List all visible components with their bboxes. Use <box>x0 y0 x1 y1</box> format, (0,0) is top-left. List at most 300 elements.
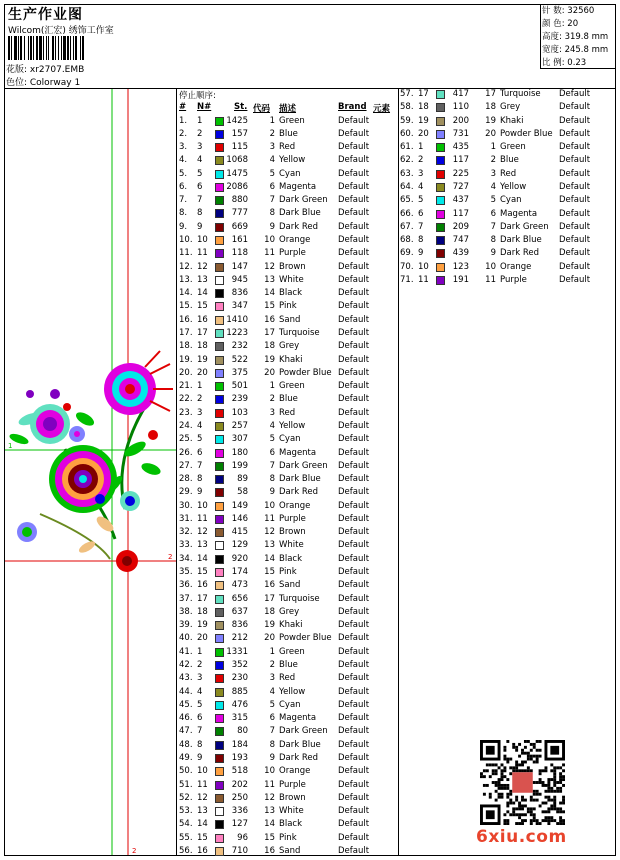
row-brand: Default <box>559 102 591 113</box>
table-row <box>179 580 394 593</box>
row-stitches: 1410 <box>226 314 248 325</box>
row-code: 10 <box>264 766 275 777</box>
header-brand: Brand <box>338 102 367 112</box>
row-brand: Default <box>338 646 370 657</box>
row-description: Orange <box>279 766 311 777</box>
table-row <box>179 288 394 301</box>
row-needle: 4 <box>197 420 203 431</box>
row-index: 52. <box>179 792 193 803</box>
row-index: 42. <box>179 659 193 670</box>
row-description: Pink <box>279 567 297 578</box>
row-description: Black <box>279 819 302 830</box>
row-needle: 10 <box>197 500 208 511</box>
row-index: 66. <box>400 208 414 219</box>
row-code: 7 <box>269 726 275 737</box>
row-description: Orange <box>500 261 532 272</box>
table-row <box>179 780 394 793</box>
row-stitches: 501 <box>231 381 248 392</box>
row-code: 17 <box>264 593 275 604</box>
row-description: Cyan <box>500 195 522 206</box>
row-code: 4 <box>269 420 275 431</box>
row-code: 3 <box>490 168 496 179</box>
row-needle: 16 <box>197 580 208 591</box>
row-code: 1 <box>269 646 275 657</box>
row-brand: Default <box>338 181 370 192</box>
row-needle: 16 <box>197 845 208 856</box>
row-stitches: 1068 <box>226 155 248 166</box>
table-row <box>179 819 394 832</box>
row-index: 33. <box>179 540 193 551</box>
row-index: 41. <box>179 646 193 657</box>
table-row <box>179 182 394 195</box>
header-stitches: St. <box>234 102 248 112</box>
header-description: 描述 <box>279 104 297 114</box>
row-description: White <box>279 274 304 285</box>
row-index: 26. <box>179 447 193 458</box>
row-description: Orange <box>279 235 311 246</box>
row-brand: Default <box>338 713 370 724</box>
row-index: 34. <box>179 553 193 564</box>
row-brand: Default <box>559 89 591 99</box>
row-code: 1 <box>269 115 275 126</box>
row-brand: Default <box>559 128 591 139</box>
row-index: 46. <box>179 713 193 724</box>
row-needle: 9 <box>418 248 424 259</box>
row-needle: 18 <box>197 606 208 617</box>
row-code: 13 <box>264 806 275 817</box>
row-stitches: 149 <box>231 500 248 511</box>
row-stitches: 146 <box>231 513 248 524</box>
row-index: 39. <box>179 620 193 631</box>
row-index: 51. <box>179 779 193 790</box>
row-brand: Default <box>338 513 370 524</box>
row-code: 8 <box>269 208 275 219</box>
row-needle: 17 <box>197 327 208 338</box>
row-index: 67. <box>400 221 414 232</box>
row-stitches: 656 <box>231 593 248 604</box>
table-row <box>179 208 394 221</box>
row-code: 1 <box>490 142 496 153</box>
row-index: 9. <box>179 221 188 232</box>
row-description: Green <box>279 115 305 126</box>
row-index: 2. <box>179 128 188 139</box>
row-description: Green <box>279 646 305 657</box>
row-stitches: 1475 <box>226 168 248 179</box>
table-row <box>179 355 394 368</box>
table-row <box>179 381 394 394</box>
table-row <box>179 328 394 341</box>
row-brand: Default <box>338 606 370 617</box>
row-description: Brown <box>279 792 306 803</box>
row-brand: Default <box>338 434 370 445</box>
row-index: 43. <box>179 673 193 684</box>
row-brand: Default <box>338 128 370 139</box>
embroidery-design-image <box>5 89 176 855</box>
table-row <box>400 248 615 261</box>
row-description: Black <box>279 288 302 299</box>
row-brand: Default <box>559 142 591 153</box>
row-brand: Default <box>338 766 370 777</box>
row-stitches: 352 <box>231 659 248 670</box>
row-code: 5 <box>490 195 496 206</box>
table-row <box>179 461 394 474</box>
row-code: 20 <box>485 128 496 139</box>
row-needle: 4 <box>197 686 203 697</box>
row-description: Dark Green <box>279 460 328 471</box>
row-description: Brown <box>279 261 306 272</box>
row-index: 31. <box>179 513 193 524</box>
row-description: Purple <box>279 513 306 524</box>
row-brand: Default <box>338 261 370 272</box>
row-index: 62. <box>400 155 414 166</box>
row-index: 3. <box>179 142 188 153</box>
row-description: Cyan <box>279 699 301 710</box>
row-brand: Default <box>338 540 370 551</box>
row-needle: 18 <box>418 102 429 113</box>
row-stitches: 58 <box>237 487 248 498</box>
row-brand: Default <box>338 500 370 511</box>
row-code: 3 <box>269 673 275 684</box>
row-brand: Default <box>338 739 370 750</box>
row-code: 17 <box>485 89 496 99</box>
row-description: Green <box>500 142 526 153</box>
table-row <box>400 235 615 248</box>
row-brand: Default <box>338 553 370 564</box>
row-code: 9 <box>269 221 275 232</box>
row-needle: 11 <box>197 779 208 790</box>
design-preview <box>5 89 176 855</box>
row-needle: 11 <box>197 248 208 259</box>
row-needle: 9 <box>197 487 203 498</box>
row-code: 6 <box>269 181 275 192</box>
row-description: Yellow <box>279 420 306 431</box>
row-stitches: 96 <box>237 832 248 843</box>
row-brand: Default <box>338 686 370 697</box>
row-description: Red <box>279 407 296 418</box>
design-file-name: 花版: xr2707.EMB <box>6 65 85 75</box>
row-code: 9 <box>269 752 275 763</box>
table-row <box>179 235 394 248</box>
row-description: White <box>279 806 304 817</box>
row-brand: Default <box>338 779 370 790</box>
design-divider <box>176 88 177 856</box>
row-stitches: 1331 <box>226 646 248 657</box>
row-code: 18 <box>264 341 275 352</box>
table-row <box>179 846 394 859</box>
table-row <box>179 753 394 766</box>
row-index: 15. <box>179 301 193 312</box>
row-description: Blue <box>279 659 298 670</box>
row-code: 16 <box>264 845 275 856</box>
table-row <box>179 687 394 700</box>
table-row <box>179 793 394 806</box>
row-brand: Default <box>559 235 591 246</box>
row-code: 19 <box>485 115 496 126</box>
row-description: Red <box>279 142 296 153</box>
row-description: Yellow <box>279 155 306 166</box>
row-index: 4. <box>179 155 188 166</box>
row-stitches: 257 <box>231 420 248 431</box>
row-needle: 10 <box>197 235 208 246</box>
row-index: 5. <box>179 168 188 179</box>
row-stitches: 127 <box>231 819 248 830</box>
row-code: 9 <box>269 487 275 498</box>
row-code: 14 <box>264 819 275 830</box>
table-row <box>400 169 615 182</box>
table-row <box>179 700 394 713</box>
row-code: 19 <box>264 620 275 631</box>
row-index: 23. <box>179 407 193 418</box>
row-index: 69. <box>400 248 414 259</box>
row-description: Purple <box>500 274 527 285</box>
row-brand: Default <box>338 845 370 856</box>
row-stitches: 110 <box>452 102 469 113</box>
row-code: 13 <box>264 274 275 285</box>
svg-text:2: 2 <box>168 553 173 561</box>
row-needle: 5 <box>418 195 424 206</box>
table-row <box>400 195 615 208</box>
stat-stitches: 针 数: 32560 <box>542 6 595 16</box>
row-brand: Default <box>559 248 591 259</box>
table-row <box>179 448 394 461</box>
row-needle: 13 <box>197 274 208 285</box>
table-row <box>179 620 394 633</box>
row-description: Powder Blue <box>279 367 332 378</box>
table-row <box>179 567 394 580</box>
row-index: 58. <box>400 102 414 113</box>
row-needle: 7 <box>197 726 203 737</box>
row-description: Dark Green <box>279 195 328 206</box>
row-code: 3 <box>269 407 275 418</box>
row-description: Red <box>500 168 517 179</box>
table-row <box>179 647 394 660</box>
qr-code <box>480 740 565 825</box>
row-index: 61. <box>400 142 414 153</box>
row-code: 15 <box>264 301 275 312</box>
row-code: 17 <box>264 327 275 338</box>
row-code: 19 <box>264 354 275 365</box>
row-needle: 8 <box>197 208 203 219</box>
table-row <box>179 341 394 354</box>
row-needle: 8 <box>197 474 203 485</box>
table-row <box>179 833 394 846</box>
row-needle: 8 <box>197 739 203 750</box>
table-row <box>179 713 394 726</box>
row-index: 64. <box>400 181 414 192</box>
row-stitches: 920 <box>231 553 248 564</box>
row-stitches: 117 <box>452 208 469 219</box>
row-stitches: 880 <box>231 195 248 206</box>
row-stitches: 637 <box>231 606 248 617</box>
table-row <box>179 607 394 620</box>
row-needle: 20 <box>197 633 208 644</box>
row-brand: Default <box>338 447 370 458</box>
table-row <box>179 673 394 686</box>
row-code: 4 <box>490 181 496 192</box>
table-row <box>179 394 394 407</box>
table-row <box>400 155 615 168</box>
row-needle: 20 <box>197 367 208 378</box>
row-needle: 3 <box>197 407 203 418</box>
row-stitches: 669 <box>231 221 248 232</box>
stat-width: 宽度: 245.8 mm <box>542 45 609 55</box>
table-row <box>179 169 394 182</box>
row-brand: Default <box>559 115 591 126</box>
row-code: 2 <box>269 394 275 405</box>
row-code: 11 <box>485 274 496 285</box>
row-stitches: 347 <box>231 301 248 312</box>
row-stitches: 118 <box>231 248 248 259</box>
row-code: 8 <box>490 235 496 246</box>
row-description: Pink <box>279 832 297 843</box>
row-stitches: 147 <box>231 261 248 272</box>
table-row <box>179 660 394 673</box>
row-description: Dark Green <box>500 221 549 232</box>
row-needle: 3 <box>197 673 203 684</box>
row-needle: 19 <box>197 620 208 631</box>
row-description: Grey <box>279 341 300 352</box>
row-code: 4 <box>269 686 275 697</box>
row-stitches: 836 <box>231 620 248 631</box>
header-needle: N# <box>197 102 212 112</box>
row-brand: Default <box>338 407 370 418</box>
table-row <box>179 222 394 235</box>
row-index: 13. <box>179 274 193 285</box>
table-row <box>179 726 394 739</box>
row-needle: 7 <box>418 221 424 232</box>
row-needle: 3 <box>197 142 203 153</box>
row-needle: 15 <box>197 301 208 312</box>
row-needle: 13 <box>197 540 208 551</box>
row-brand: Default <box>338 673 370 684</box>
row-needle: 5 <box>197 168 203 179</box>
header-elements: 元素 <box>373 104 391 114</box>
row-brand: Default <box>338 288 370 299</box>
row-index: 37. <box>179 593 193 604</box>
row-index: 54. <box>179 819 193 830</box>
row-stitches: 157 <box>231 128 248 139</box>
row-description: Black <box>279 553 302 564</box>
table-row <box>179 248 394 261</box>
row-index: 55. <box>179 832 193 843</box>
row-description: Magenta <box>279 713 317 724</box>
row-needle: 9 <box>197 752 203 763</box>
row-stitches: 232 <box>231 341 248 352</box>
row-description: Powder Blue <box>500 128 553 139</box>
row-index: 21. <box>179 381 193 392</box>
row-code: 2 <box>269 659 275 670</box>
row-description: Sand <box>279 845 301 856</box>
row-code: 3 <box>269 142 275 153</box>
row-index: 1. <box>179 115 188 126</box>
row-brand: Default <box>338 208 370 219</box>
row-brand: Default <box>338 593 370 604</box>
row-code: 13 <box>264 540 275 551</box>
row-index: 45. <box>179 699 193 710</box>
row-code: 7 <box>269 195 275 206</box>
row-needle: 10 <box>197 766 208 777</box>
row-stitches: 117 <box>452 155 469 166</box>
row-needle: 5 <box>197 699 203 710</box>
row-description: Dark Blue <box>500 235 542 246</box>
row-index: 11. <box>179 248 193 259</box>
table-row <box>179 262 394 275</box>
row-stitches: 747 <box>452 235 469 246</box>
row-description: Dark Blue <box>279 208 321 219</box>
row-description: Magenta <box>500 208 538 219</box>
row-stitches: 180 <box>231 447 248 458</box>
table-row <box>179 514 394 527</box>
row-stitches: 336 <box>231 806 248 817</box>
row-code: 5 <box>269 434 275 445</box>
row-index: 28. <box>179 474 193 485</box>
table-row <box>179 474 394 487</box>
row-needle: 18 <box>197 341 208 352</box>
table-row <box>179 275 394 288</box>
row-index: 16. <box>179 314 193 325</box>
row-code: 15 <box>264 832 275 843</box>
row-description: Powder Blue <box>279 633 332 644</box>
table-row <box>179 487 394 500</box>
row-code: 1 <box>269 381 275 392</box>
table-row <box>400 182 615 195</box>
row-code: 5 <box>269 168 275 179</box>
column-divider <box>398 88 399 856</box>
row-stitches: 239 <box>231 394 248 405</box>
row-description: Dark Red <box>500 248 540 259</box>
row-index: 49. <box>179 752 193 763</box>
row-index: 50. <box>179 766 193 777</box>
row-needle: 20 <box>418 128 429 139</box>
row-stitches: 200 <box>452 115 469 126</box>
table-row <box>400 275 615 288</box>
table-row <box>400 222 615 235</box>
row-index: 17. <box>179 327 193 338</box>
row-code: 6 <box>269 447 275 458</box>
row-needle: 6 <box>418 208 424 219</box>
row-needle: 2 <box>418 155 424 166</box>
stat-height: 高度: 319.8 mm <box>542 32 609 42</box>
row-index: 20. <box>179 367 193 378</box>
row-brand: Default <box>338 235 370 246</box>
row-index: 70. <box>400 261 414 272</box>
row-brand: Default <box>338 341 370 352</box>
row-brand: Default <box>338 381 370 392</box>
row-needle: 15 <box>197 832 208 843</box>
row-stitches: 212 <box>231 633 248 644</box>
row-stitches: 174 <box>231 567 248 578</box>
row-description: Khaki <box>500 115 524 126</box>
row-needle: 19 <box>418 115 429 126</box>
row-description: Cyan <box>279 434 301 445</box>
table-row <box>179 501 394 514</box>
row-stitches: 473 <box>231 580 248 591</box>
row-index: 53. <box>179 806 193 817</box>
table-row <box>400 142 615 155</box>
stats-panel <box>542 5 608 70</box>
table-row <box>179 142 394 155</box>
row-code: 8 <box>269 739 275 750</box>
table-row <box>400 116 615 129</box>
row-code: 11 <box>264 248 275 259</box>
row-brand: Default <box>338 806 370 817</box>
row-brand: Default <box>559 208 591 219</box>
stat-colors: 颜 色: 20 <box>542 19 579 29</box>
row-brand: Default <box>338 314 370 325</box>
row-code: 15 <box>264 567 275 578</box>
table-row <box>179 434 394 447</box>
row-code: 6 <box>269 713 275 724</box>
